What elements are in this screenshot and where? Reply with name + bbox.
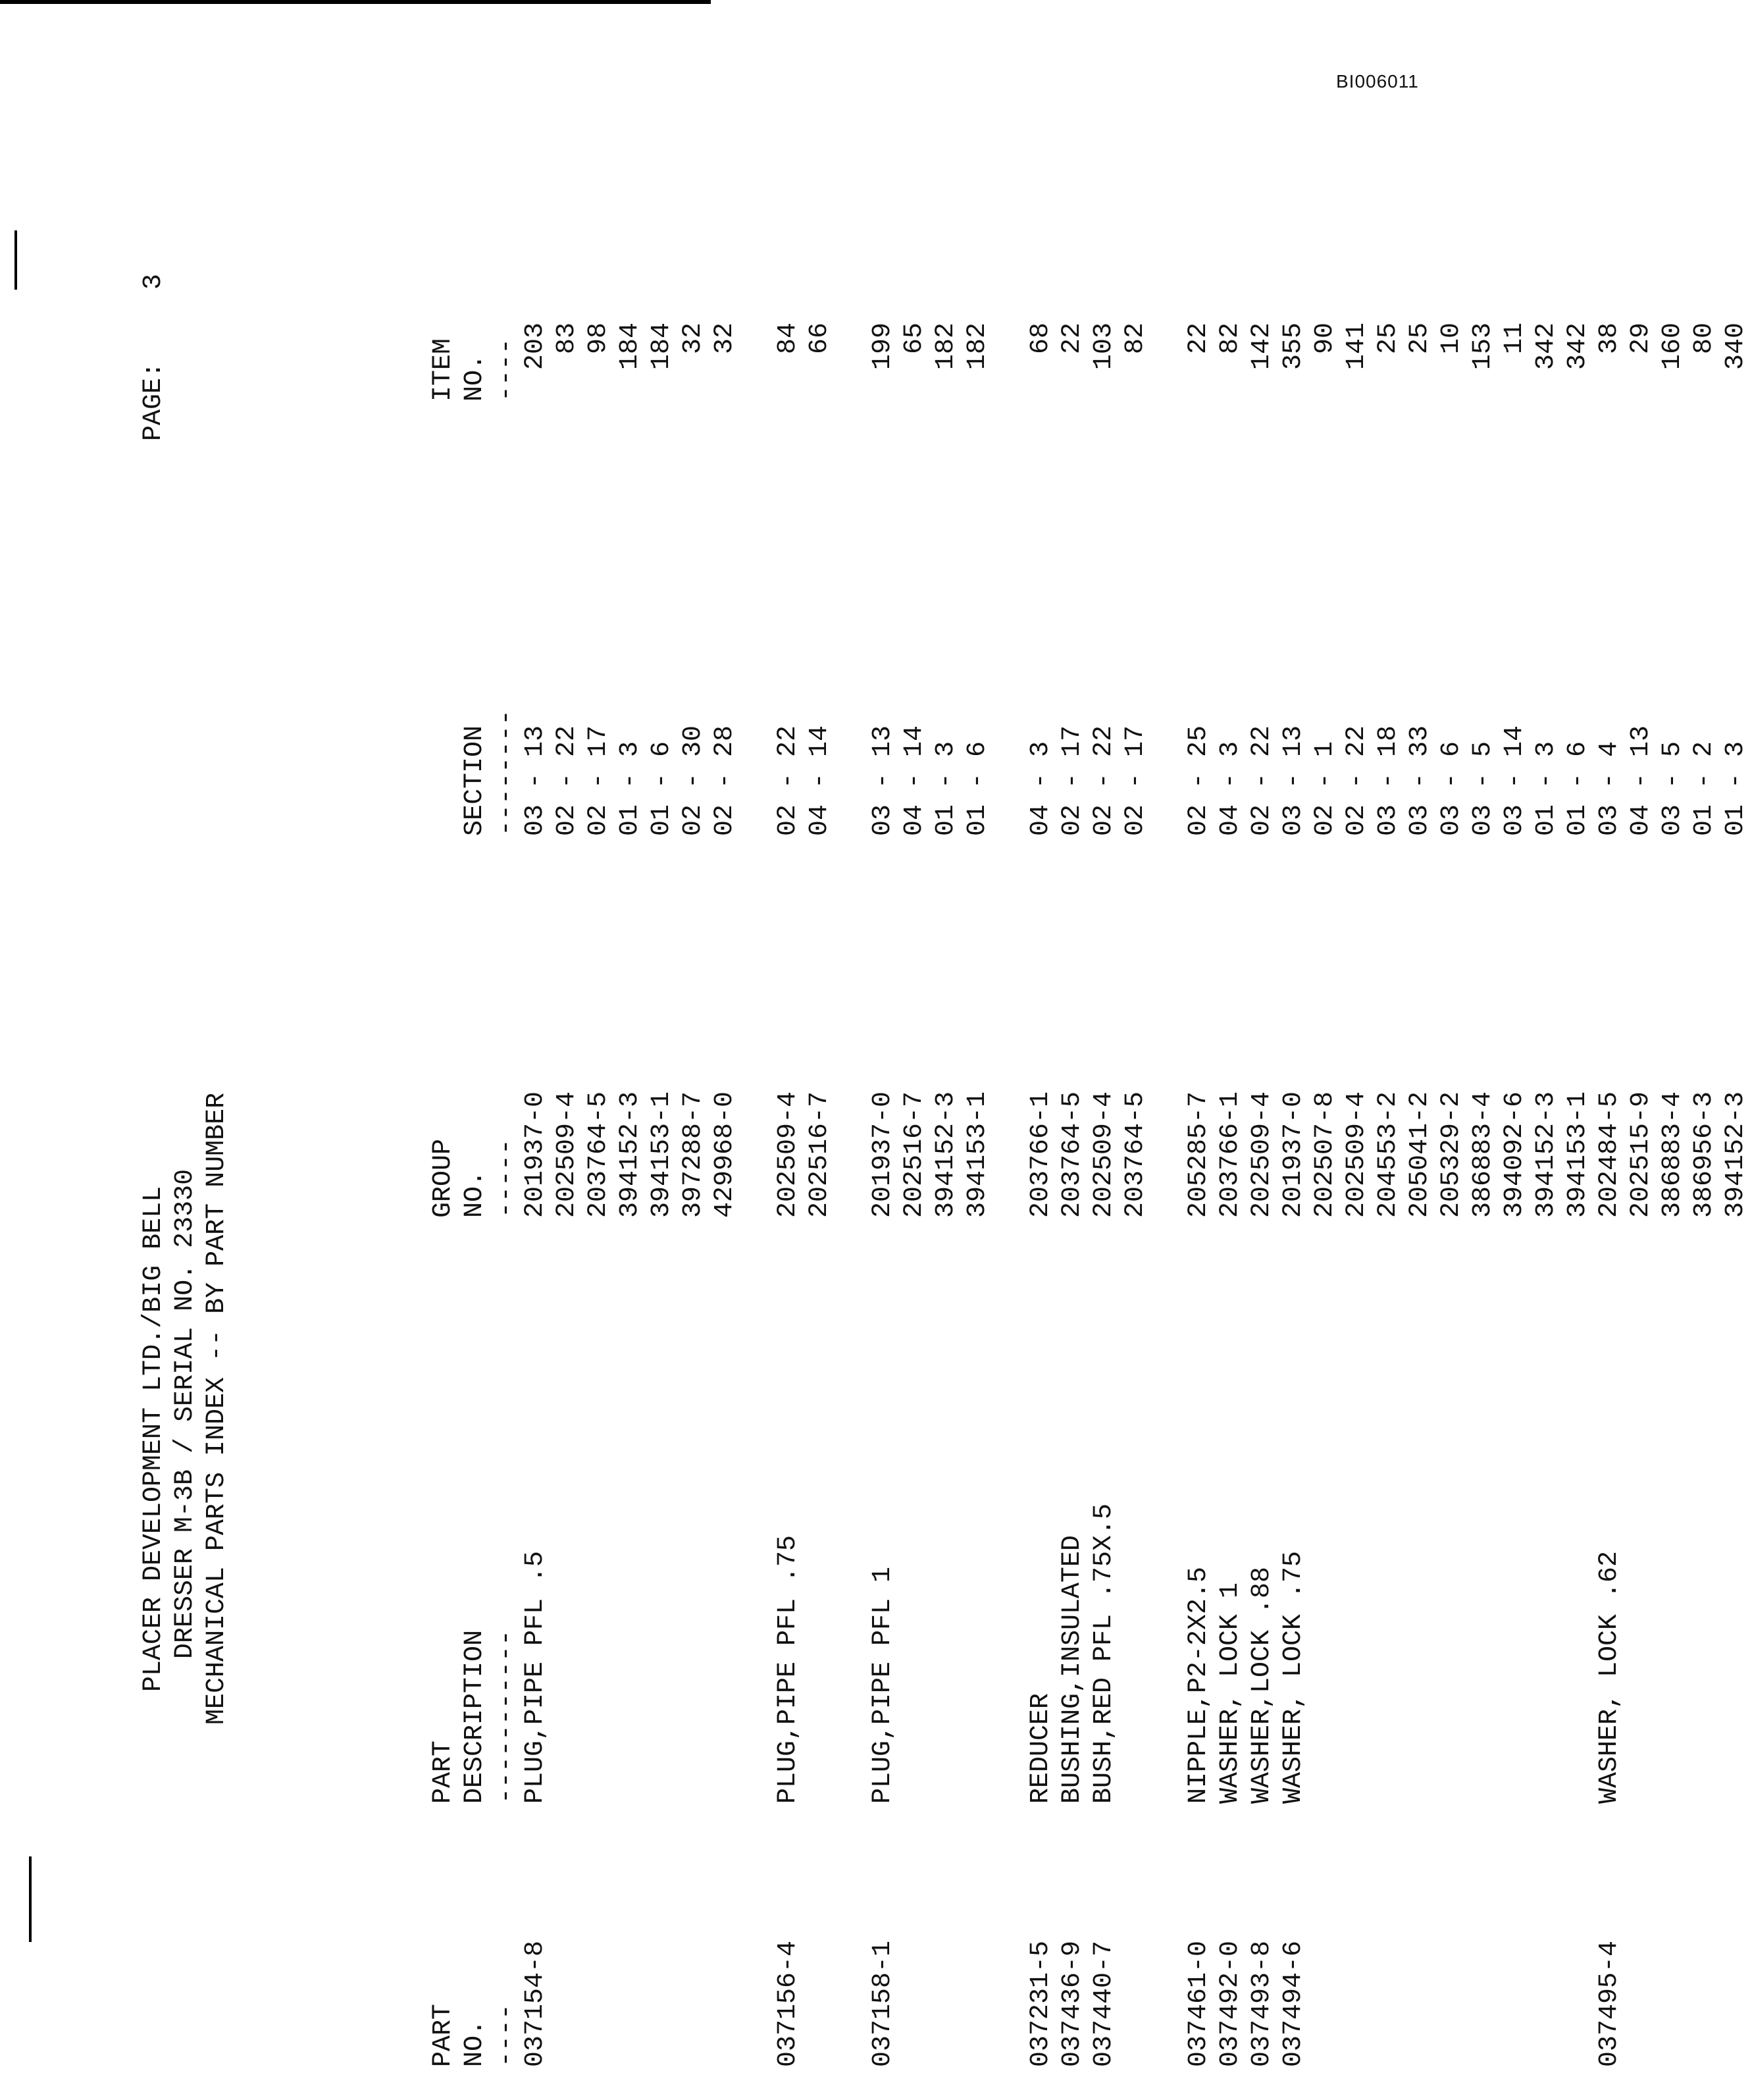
col-group-rule: ----- [492,1138,521,1218]
item-no-cell: 82 [1216,323,1245,355]
item-no-cell: 98 [584,323,613,355]
table-row [1404,191,1436,2100]
section-cell: 04 - 3 [1216,741,1245,836]
section-cell: 01 - 6 [1563,741,1593,836]
table-row [646,191,678,2100]
section-cell: 02 - 30 [679,725,708,836]
page-number: 3 [139,273,168,290]
group-no-cell: 203766-1 [1026,1091,1056,1218]
table-row [1341,191,1373,2100]
section-cell: 01 - 2 [1689,741,1719,836]
description-cell: REDUCER [1026,1693,1056,1804]
item-no-cell: 29 [1626,323,1656,355]
section-cell: 03 - 14 [1500,725,1530,836]
item-no-cell: 22 [1058,323,1087,355]
part-no-cell: 037493-8 [1247,1940,1277,2067]
item-no-cell: 65 [900,323,929,355]
group-no-cell: 394152-3 [1532,1091,1561,1218]
group-no-cell: 394153-1 [647,1091,677,1218]
part-no-cell: 037158-1 [868,1940,898,2067]
item-no-cell: 182 [963,323,992,371]
item-no-cell: 342 [1532,323,1561,371]
description-cell: PLUG,PIPE PFL .75 [773,1535,803,1804]
table-row [615,191,646,2100]
section-cell: 03 - 6 [1437,741,1466,836]
item-no-cell: 11 [1500,323,1530,355]
item-no-cell: 22 [1184,323,1214,355]
group-no-cell: 205285-7 [1184,1091,1214,1218]
group-no-cell: 201937-0 [1279,1091,1308,1218]
group-no-cell: 386956-3 [1689,1091,1719,1218]
table-row [1025,191,1057,2100]
col-section-rule: -------- [492,709,521,836]
section-cell: 02 - 17 [1121,725,1150,836]
group-no-cell: 394152-3 [931,1091,961,1218]
section-cell: 02 - 17 [1058,725,1087,836]
table-row [1657,191,1689,2100]
group-no-cell: 202515-9 [1626,1091,1656,1218]
scan-edge-top [0,0,711,4]
item-no-cell: 68 [1026,323,1056,355]
item-no-cell: 32 [710,323,740,355]
group-no-cell: 394153-1 [963,1091,992,1218]
item-no-cell: 355 [1279,323,1308,371]
description-cell: PLUG,PIPE PFL 1 [868,1566,898,1804]
item-no-cell: 141 [1342,323,1372,371]
page-label [138,274,170,441]
document-id: BI006011 [1336,71,1419,92]
description-cell: NIPPLE,P2-2X2.5 [1184,1566,1214,1804]
col-desc-header-1: PART [428,1740,458,1804]
table-row [1720,191,1752,2100]
group-no-cell: 201937-0 [868,1091,898,1218]
header-equipment: DRESSER M-3B / SERIAL NO. 23330 [170,1168,200,1659]
item-no-cell: 80 [1689,323,1719,355]
item-no-cell: 66 [805,323,835,355]
section-cell: 01 - 6 [647,741,677,836]
group-no-cell: 202509-4 [552,1091,582,1218]
table-row [931,191,962,2100]
section-cell: 04 - 14 [805,725,835,836]
section-cell: 01 - 3 [1532,741,1561,836]
section-cell: 01 - 6 [963,741,992,836]
group-no-cell: 202507-8 [1310,1091,1340,1218]
part-no-cell: 037436-9 [1058,1940,1087,2067]
part-no-cell: 037495-4 [1595,1940,1624,2067]
group-no-cell: 204553-2 [1374,1091,1403,1218]
item-no-cell: 103 [1089,323,1119,371]
header-company: PLACER DEVELOPMENT LTD./BIG BELL [139,1186,168,1692]
col-group-header-1: GROUP [428,1138,458,1218]
col-item-header-2: NO. [460,354,490,402]
description-cell: WASHER,LOCK .88 [1247,1566,1277,1804]
group-no-cell: 386883-4 [1658,1091,1688,1218]
table-row [899,191,931,2100]
section-cell: 03 - 13 [1279,725,1308,836]
col-part-no-header-2: NO. [460,2019,490,2067]
part-no-cell: 037461-0 [1184,1940,1214,2067]
item-no-cell: 38 [1595,323,1624,355]
section-cell: 01 - 3 [1721,741,1751,836]
part-no-cell: 037440-7 [1089,1940,1119,2067]
section-cell: 04 - 3 [1026,741,1056,836]
section-cell: 02 - 22 [773,725,803,836]
item-no-cell: 153 [1468,323,1498,371]
group-no-cell: 202509-4 [1089,1091,1119,1218]
table-row [1120,191,1152,2100]
section-cell: 02 - 1 [1310,741,1340,836]
table-row [1531,191,1562,2100]
table-row [709,191,741,2100]
part-no-cell: 037494-6 [1279,1940,1308,2067]
part-no-cell: 037492-0 [1216,1940,1245,2067]
item-no-cell: 184 [647,323,677,371]
section-cell: 03 - 5 [1658,741,1688,836]
table-row [1373,191,1404,2100]
section-cell: 02 - 28 [710,725,740,836]
section-cell: 03 - 4 [1595,741,1624,836]
description-cell: PLUG,PIPE PFL .5 [521,1550,550,1804]
section-cell: 02 - 22 [552,725,582,836]
col-item-rule: ---- [492,338,521,402]
group-no-cell: 202516-7 [805,1091,835,1218]
table-row [1089,191,1120,2100]
item-no-cell: 82 [1121,323,1150,355]
group-no-cell: 203764-5 [1058,1091,1087,1218]
group-no-cell: 202516-7 [900,1091,929,1218]
item-no-cell: 10 [1437,323,1466,355]
table-row [867,191,899,2100]
item-no-cell: 340 [1721,323,1751,371]
table-row [520,191,552,2100]
group-no-cell: 429968-0 [710,1091,740,1218]
description-cell: WASHER, LOCK 1 [1216,1582,1245,1804]
section-cell: 03 - 5 [1468,741,1498,836]
group-no-cell: 202509-4 [773,1091,803,1218]
section-cell: 03 - 33 [1405,725,1435,836]
group-no-cell: 394152-3 [1721,1091,1751,1218]
section-cell: 01 - 3 [615,741,645,836]
rotated-parts-index-page [138,191,1751,2100]
item-no-cell: 84 [773,323,803,355]
table-row [1183,191,1215,2100]
table-row [1562,191,1594,2100]
item-no-cell: 342 [1563,323,1593,371]
table-row [962,191,994,2100]
group-no-cell: 203764-5 [1121,1091,1150,1218]
col-part-no-rule: ---- [492,2003,521,2067]
table-row [1215,191,1247,2100]
item-no-cell: 25 [1405,323,1435,355]
table-row [1594,191,1626,2100]
scan-edge-left [14,230,17,290]
section-cell: 02 - 17 [584,725,613,836]
section-cell: 04 - 13 [1626,725,1656,836]
part-no-cell: 037156-4 [773,1940,803,2067]
group-no-cell: 394092-6 [1500,1091,1530,1218]
table-row [1310,191,1341,2100]
description-cell: WASHER, LOCK .62 [1595,1550,1624,1804]
page-label-text: PAGE: [139,361,168,441]
col-group-header-2: NO. [460,1170,490,1218]
table-row [773,191,804,2100]
section-cell: 03 - 13 [868,725,898,836]
item-no-cell: 184 [615,323,645,371]
col-item-header-1: ITEM [428,338,458,402]
item-no-cell: 83 [552,323,582,355]
col-section-header: SECTION [460,725,490,836]
group-no-cell: 202509-4 [1247,1091,1277,1218]
section-cell: 04 - 14 [900,725,929,836]
description-cell: BUSHING,INSULATED [1058,1535,1087,1804]
group-no-cell: 386883-4 [1468,1091,1498,1218]
description-cell: WASHER, LOCK .75 [1279,1550,1308,1804]
section-cell: 03 - 13 [521,725,550,836]
item-no-cell: 160 [1658,323,1688,371]
description-cell: BUSH,RED PFL .75X.5 [1089,1503,1119,1804]
header-index-title: MECHANICAL PARTS INDEX -- BY PART NUMBER [202,1092,232,1725]
col-desc-header-2: DESCRIPTION [460,1629,490,1804]
col-part-no-header-1: PART [428,2003,458,2067]
section-cell: 02 - 22 [1247,725,1277,836]
table-row [1626,191,1657,2100]
section-cell: 02 - 22 [1089,725,1119,836]
table-row [804,191,836,2100]
group-no-cell: 202484-5 [1595,1091,1624,1218]
table-row [1689,191,1720,2100]
section-cell: 02 - 22 [1342,725,1372,836]
group-no-cell: 201937-0 [521,1091,550,1218]
group-no-cell: 397288-7 [679,1091,708,1218]
item-no-cell: 25 [1374,323,1403,355]
table-row [1278,191,1310,2100]
item-no-cell: 142 [1247,323,1277,371]
item-no-cell: 32 [679,323,708,355]
group-no-cell: 202509-4 [1342,1091,1372,1218]
table-row [1468,191,1499,2100]
part-no-cell: 037231-5 [1026,1940,1056,2067]
section-cell: 02 - 25 [1184,725,1214,836]
part-no-cell: 037154-8 [521,1940,550,2067]
item-no-cell: 199 [868,323,898,371]
group-no-cell: 203764-5 [584,1091,613,1218]
table-row [1499,191,1531,2100]
section-cell: 03 - 18 [1374,725,1403,836]
table-row [583,191,615,2100]
item-no-cell: 182 [931,323,961,371]
item-no-cell: 90 [1310,323,1340,355]
group-no-cell: 394152-3 [615,1091,645,1218]
scan-edge-left-lower [29,1856,32,1942]
table-row [1436,191,1468,2100]
group-no-cell: 394153-1 [1563,1091,1593,1218]
group-no-cell: 205041-2 [1405,1091,1435,1218]
table-row [678,191,709,2100]
group-no-cell: 205329-2 [1437,1091,1466,1218]
table-row [552,191,583,2100]
group-no-cell: 203766-1 [1216,1091,1245,1218]
table-row [1057,191,1089,2100]
item-no-cell: 203 [521,323,550,371]
table-row [1247,191,1278,2100]
section-cell: 01 - 3 [931,741,961,836]
col-desc-rule: ----------- [492,1629,521,1804]
